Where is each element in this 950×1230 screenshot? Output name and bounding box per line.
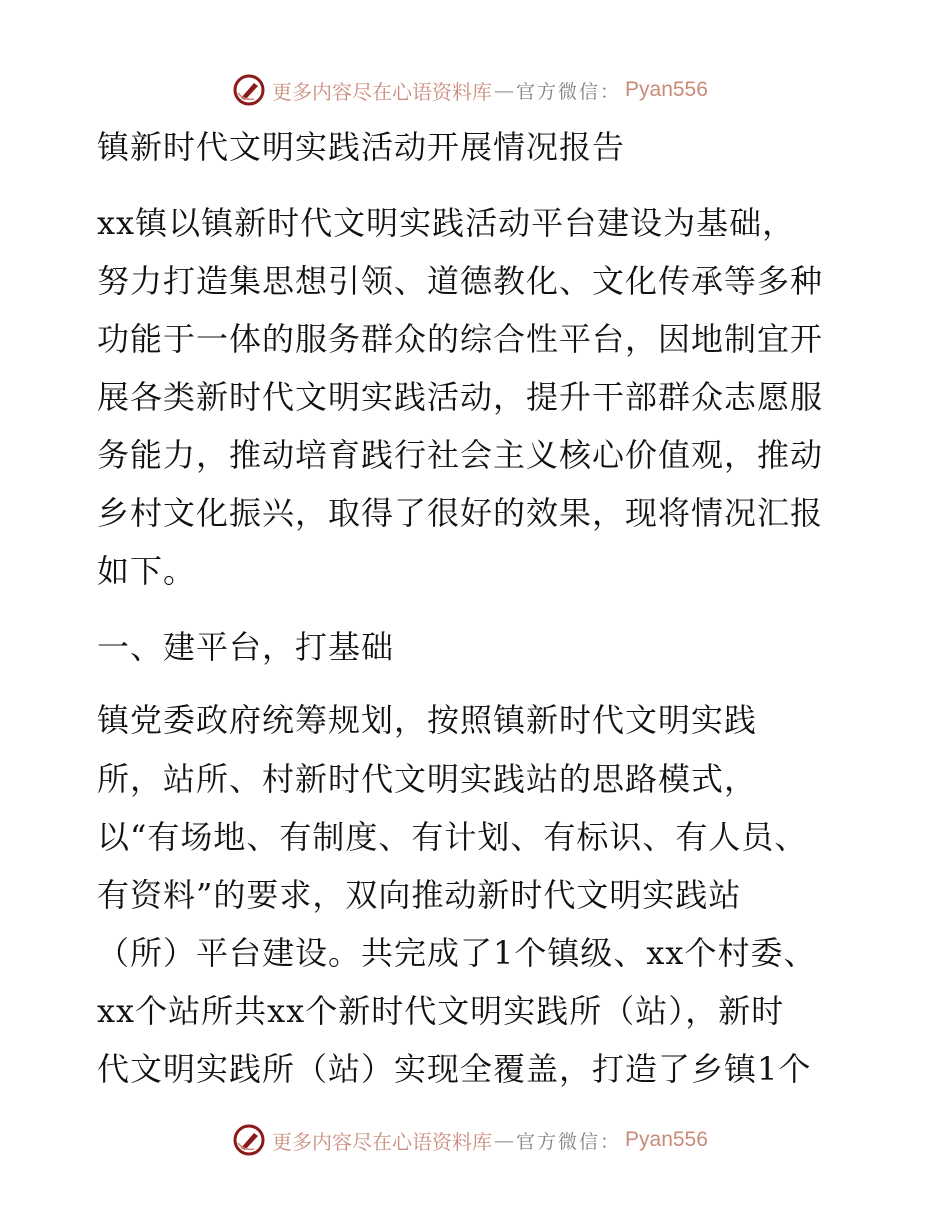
paragraph-line: （所）平台建设。共完成了1个镇级、xx个村委、 <box>97 934 817 972</box>
watermark-dash: — <box>494 1128 514 1152</box>
paragraph-line: 努力打造集思想引领、道德教化、文化传承等多种 <box>97 262 824 300</box>
watermark-label: 官方微信： <box>516 1130 622 1153</box>
watermark-wechat-id: Pyan556 <box>625 78 708 101</box>
paragraph-line: 乡村文化振兴，取得了很好的效果，现将情况汇报 <box>97 494 824 532</box>
quill-pen-logo-icon <box>232 73 266 107</box>
paragraph-line: 代文明实践所（站）实现全覆盖，打造了乡镇1个 <box>97 1050 812 1088</box>
header-watermark <box>232 70 708 110</box>
watermark-dash: — <box>494 78 514 102</box>
paragraph-line: 如下。 <box>97 552 197 590</box>
watermark-wechat-id: Pyan556 <box>625 1128 708 1151</box>
paragraph-line: xx镇以镇新时代文明实践活动平台建设为基础， <box>97 204 796 242</box>
watermark-main-text: 更多内容尽在心语资料库 <box>272 79 492 104</box>
footer-watermark <box>232 1120 708 1160</box>
paragraph-line: 务能力，推动培育践行社会主义核心价值观，推动 <box>97 436 824 474</box>
paragraph-line: 有资料”的要求，双向推动新时代文明实践站 <box>97 876 742 914</box>
section-heading: 一、建平台，打基础 <box>97 628 395 666</box>
paragraph-line: 以“有场地、有制度、有计划、有标识、有人员、 <box>97 818 808 856</box>
paragraph-line: xx个站所共xx个新时代文明实践所（站），新时 <box>97 992 785 1030</box>
quill-pen-logo-icon <box>232 1123 266 1157</box>
document-title: 镇新时代文明实践活动开展情况报告 <box>97 128 626 166</box>
paragraph-line: 所，站所、村新时代文明实践站的思路模式， <box>97 760 758 798</box>
paragraph-line: 镇党委政府统筹规划，按照镇新时代文明实践 <box>97 701 758 739</box>
paragraph-line: 展各类新时代文明实践活动，提升干部群众志愿服 <box>97 378 824 416</box>
watermark-main-text: 更多内容尽在心语资料库 <box>272 1129 492 1154</box>
watermark-label: 官方微信： <box>516 80 622 103</box>
paragraph-line: 功能于一体的服务群众的综合性平台，因地制宜开 <box>97 320 824 358</box>
